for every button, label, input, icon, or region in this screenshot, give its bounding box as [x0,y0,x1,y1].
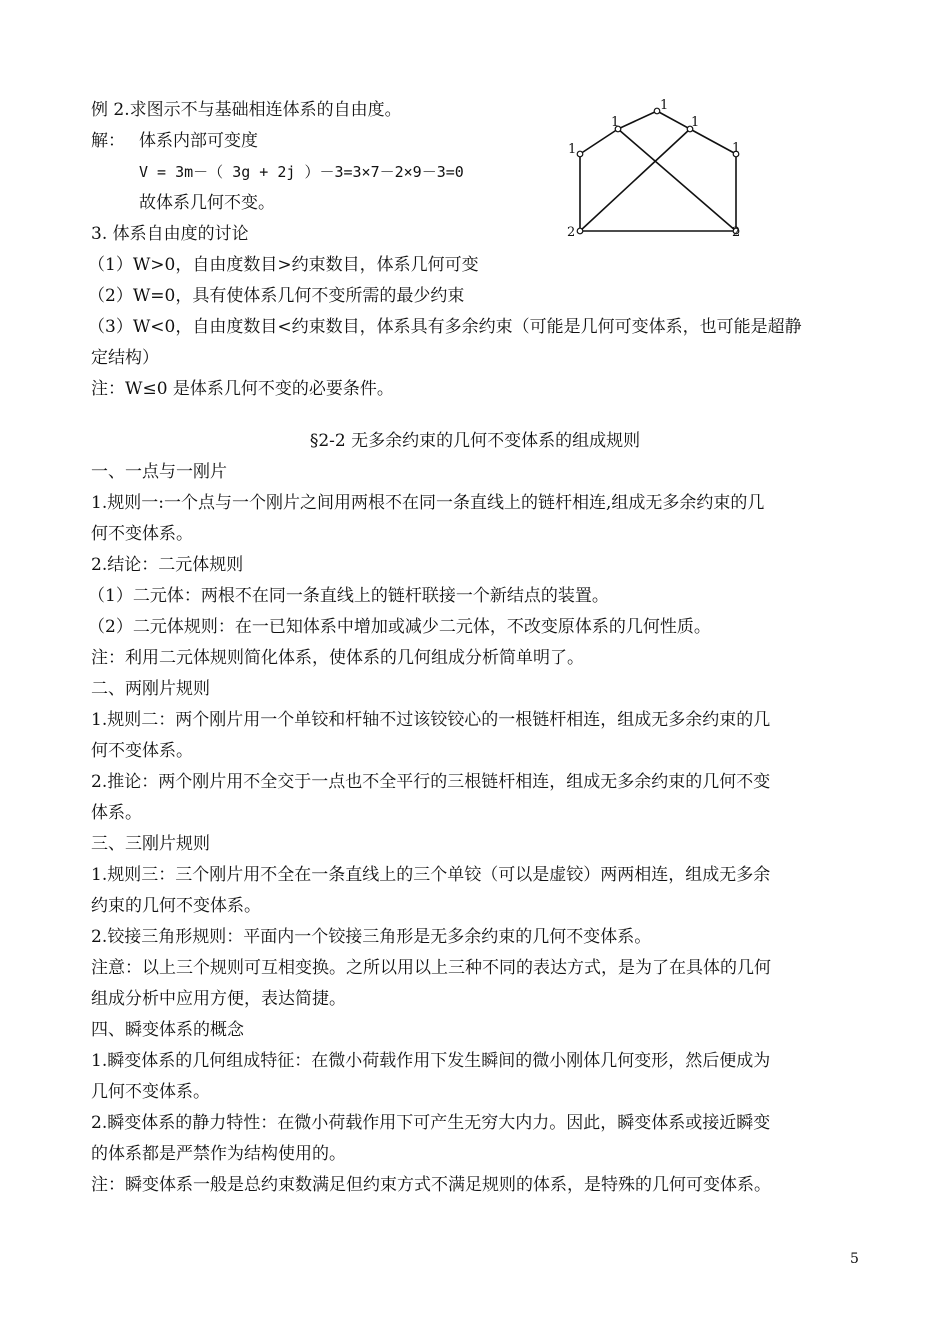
rules-note: 注意：以上三个规则可互相变换。之所以用以上三种不同的表达方式，是为了在具体的几何 [91,958,771,978]
binary-item-1: （1）二元体：两根不在同一条直线上的链杆联接一个新结点的装置。 [88,586,609,606]
node-label: 1 [611,115,620,130]
page-number: 5 [850,1251,859,1267]
instant-static-cont: 的体系都是严禁作为结构使用的。 [91,1144,346,1164]
hinge-node-left [577,151,583,157]
rule3: 1.规则三：三个刚片用不全在一条直线上的三个单铰（可以是虚铰）两两相连，组成无多余 [91,865,771,885]
instant-note: 注：瞬变体系一般是总约束数满足但约束方式不满足规则的体系，是特殊的几何可变体系。 [91,1175,771,1195]
hinge-node-top [654,108,660,114]
left-lower-roof-bar [580,129,618,154]
node-label: 2 [732,225,741,240]
dof-item-3-cont: 定结构） [91,348,159,368]
node-label: 2 [567,225,576,240]
solution-label: 解： [91,131,125,151]
section3-heading: 3. 体系自由度的讨论 [91,224,249,244]
triangle-rule: 2.铰接三角形规则：平面内一个铰接三角形是无多余约束的几何不变体系。 [91,927,652,947]
node-label: 1 [732,141,741,156]
dof-item-2: （2）W=0，具有使体系几何不变所需的最少约束 [88,286,465,306]
right-upper-roof-bar [657,111,690,129]
rule1-cont: 何不变体系。 [91,524,193,544]
rule2: 1.规则二：两个刚片用一个单铰和杆轴不过该铰铰心的一根链杆相连，组成无多余约束的几 [91,710,771,730]
part4-heading: 四、瞬变体系的概念 [91,1020,244,1040]
dof-item-1: （1）W>0，自由度数目>约束数目，体系几何可变 [88,255,479,275]
rule1: 1.规则一:一个点与一个刚片之间用两根不在同一条直线上的链杆相连,组成无多余约束的几 [91,493,765,513]
node-label: 1 [691,115,700,130]
solution-conclusion: 故体系几何不变。 [139,193,275,213]
dof-note: 注：W≤0 是体系几何不变的必要条件。 [91,379,394,399]
example-title: 例 2.求图示不与基础相连体系的自由度。 [91,100,402,120]
section-title: §2-2 无多余约束的几何不变体系的组成规则 [309,431,641,451]
corollary-cont: 体系。 [91,803,142,823]
binary-item-2: （2）二元体规则：在一已知体系中增加或减少二元体，不改变原体系的几何性质。 [88,617,711,637]
part1-heading: 一、一点与一刚片 [91,462,227,482]
dof-formula: V = 3m－（ 3g + 2j ）－3=3×7－2×9－3=0 [139,163,464,181]
rule2-cont: 何不变体系。 [91,741,193,761]
instant-feature: 1.瞬变体系的几何组成特征：在微小荷载作用下发生瞬间的微小刚体几何变形，然后便成为 [91,1051,771,1071]
hinge-node-bottom-left [577,228,583,234]
conclusion-binary: 2.结论：二元体规则 [91,555,244,575]
binary-note: 注：利用二元体规则简化体系，使体系的几何组成分析简单明了。 [91,648,584,668]
node-label: 1 [660,98,669,113]
rule3-cont: 约束的几何不变体系。 [91,896,261,916]
left-upper-roof-bar [618,111,657,129]
instant-feature-cont: 几何不变体系。 [91,1082,210,1102]
rules-note-cont: 组成分析中应用方便，表达简捷。 [91,989,346,1009]
instant-static: 2.瞬变体系的静力特性：在微小荷载作用下可产生无穷大内力。因此，瞬变体系或接近瞬变 [91,1113,771,1133]
part3-heading: 三、三刚片规则 [91,834,210,854]
part2-heading: 二、两刚片规则 [91,679,210,699]
solution-line: 体系内部可变度 [139,131,258,151]
dof-item-3: （3）W<0，自由度数目<约束数目，体系具有多余约束（可能是几何可变体系，也可能是超静 [88,317,802,337]
truss-figure [560,96,750,241]
node-label: 1 [568,142,577,157]
corollary: 2.推论：两个刚片用不全交于一点也不全平行的三根链杆相连，组成无多余约束的几何不变 [91,772,771,792]
right-lower-roof-bar [690,129,736,154]
